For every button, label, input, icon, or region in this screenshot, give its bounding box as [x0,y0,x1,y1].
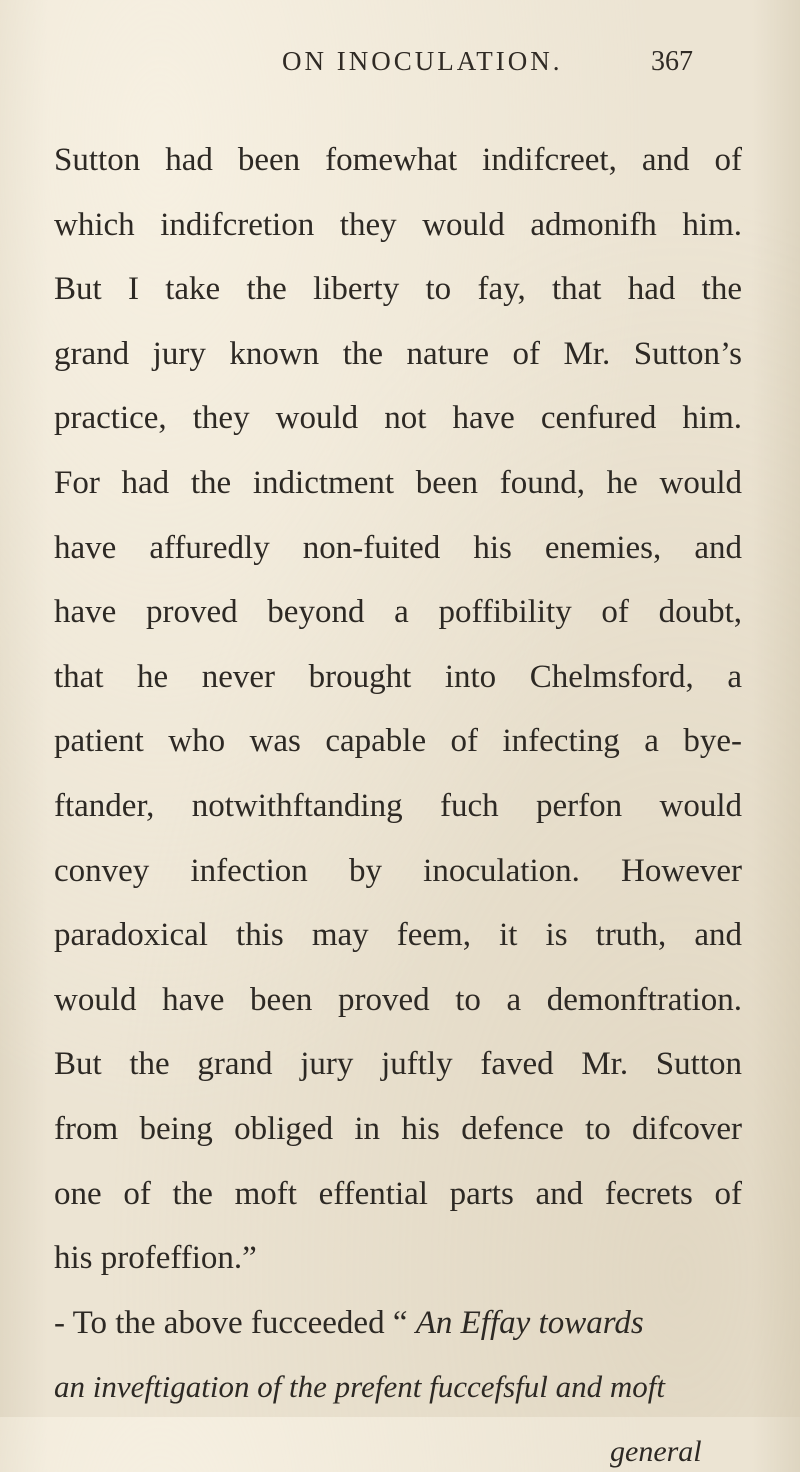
text-line: which indifcretion they would admonifh him. [54,207,742,243]
text-line: Sutton had been fomewhat indifcreet, and of [54,142,742,178]
text-line: that he never brought into Chelmsford, a [54,659,742,695]
text-line: have affuredly non-fuited his enemies, and [54,530,742,566]
text-line: But the grand jury juftly faved Mr. Sutton [54,1046,742,1082]
page-number: 367 [651,46,693,77]
text-line: one of the moft effential parts and fecrets of [54,1176,742,1212]
text-line: But I take the liberty to fay, that had the [54,271,742,307]
catchword: general [610,1435,702,1468]
text-line: practice, they would not have cenfured him. [54,400,742,436]
text-line: grand jury known the nature of Mr. Sutton’s [54,336,742,372]
text-line: For had the indictment been found, he would [54,465,742,501]
text-line: his profeffion.” [54,1240,257,1276]
text-line: have proved beyond a poffibility of doubt, [54,594,742,630]
text-line: would have been proved to a demonftration. [54,982,742,1018]
text-line: an inveftigation of the prefent fuccefsful and moft [54,1369,665,1404]
text-line: ftander, notwithftanding fuch perfon would [54,788,742,824]
text-line: patient who was capable of infecting a bye- [54,723,742,759]
text-line: from being obliged in his defence to difcover [54,1111,742,1147]
text-line: convey infection by inoculation. However [54,853,742,889]
running-title: ON INOCULATION. [282,46,563,76]
running-head [0,46,800,86]
text-line: - To the above fucceeded “ An Effay towards [54,1305,644,1341]
text-line: paradoxical this may feem, it is truth, and [54,917,742,953]
